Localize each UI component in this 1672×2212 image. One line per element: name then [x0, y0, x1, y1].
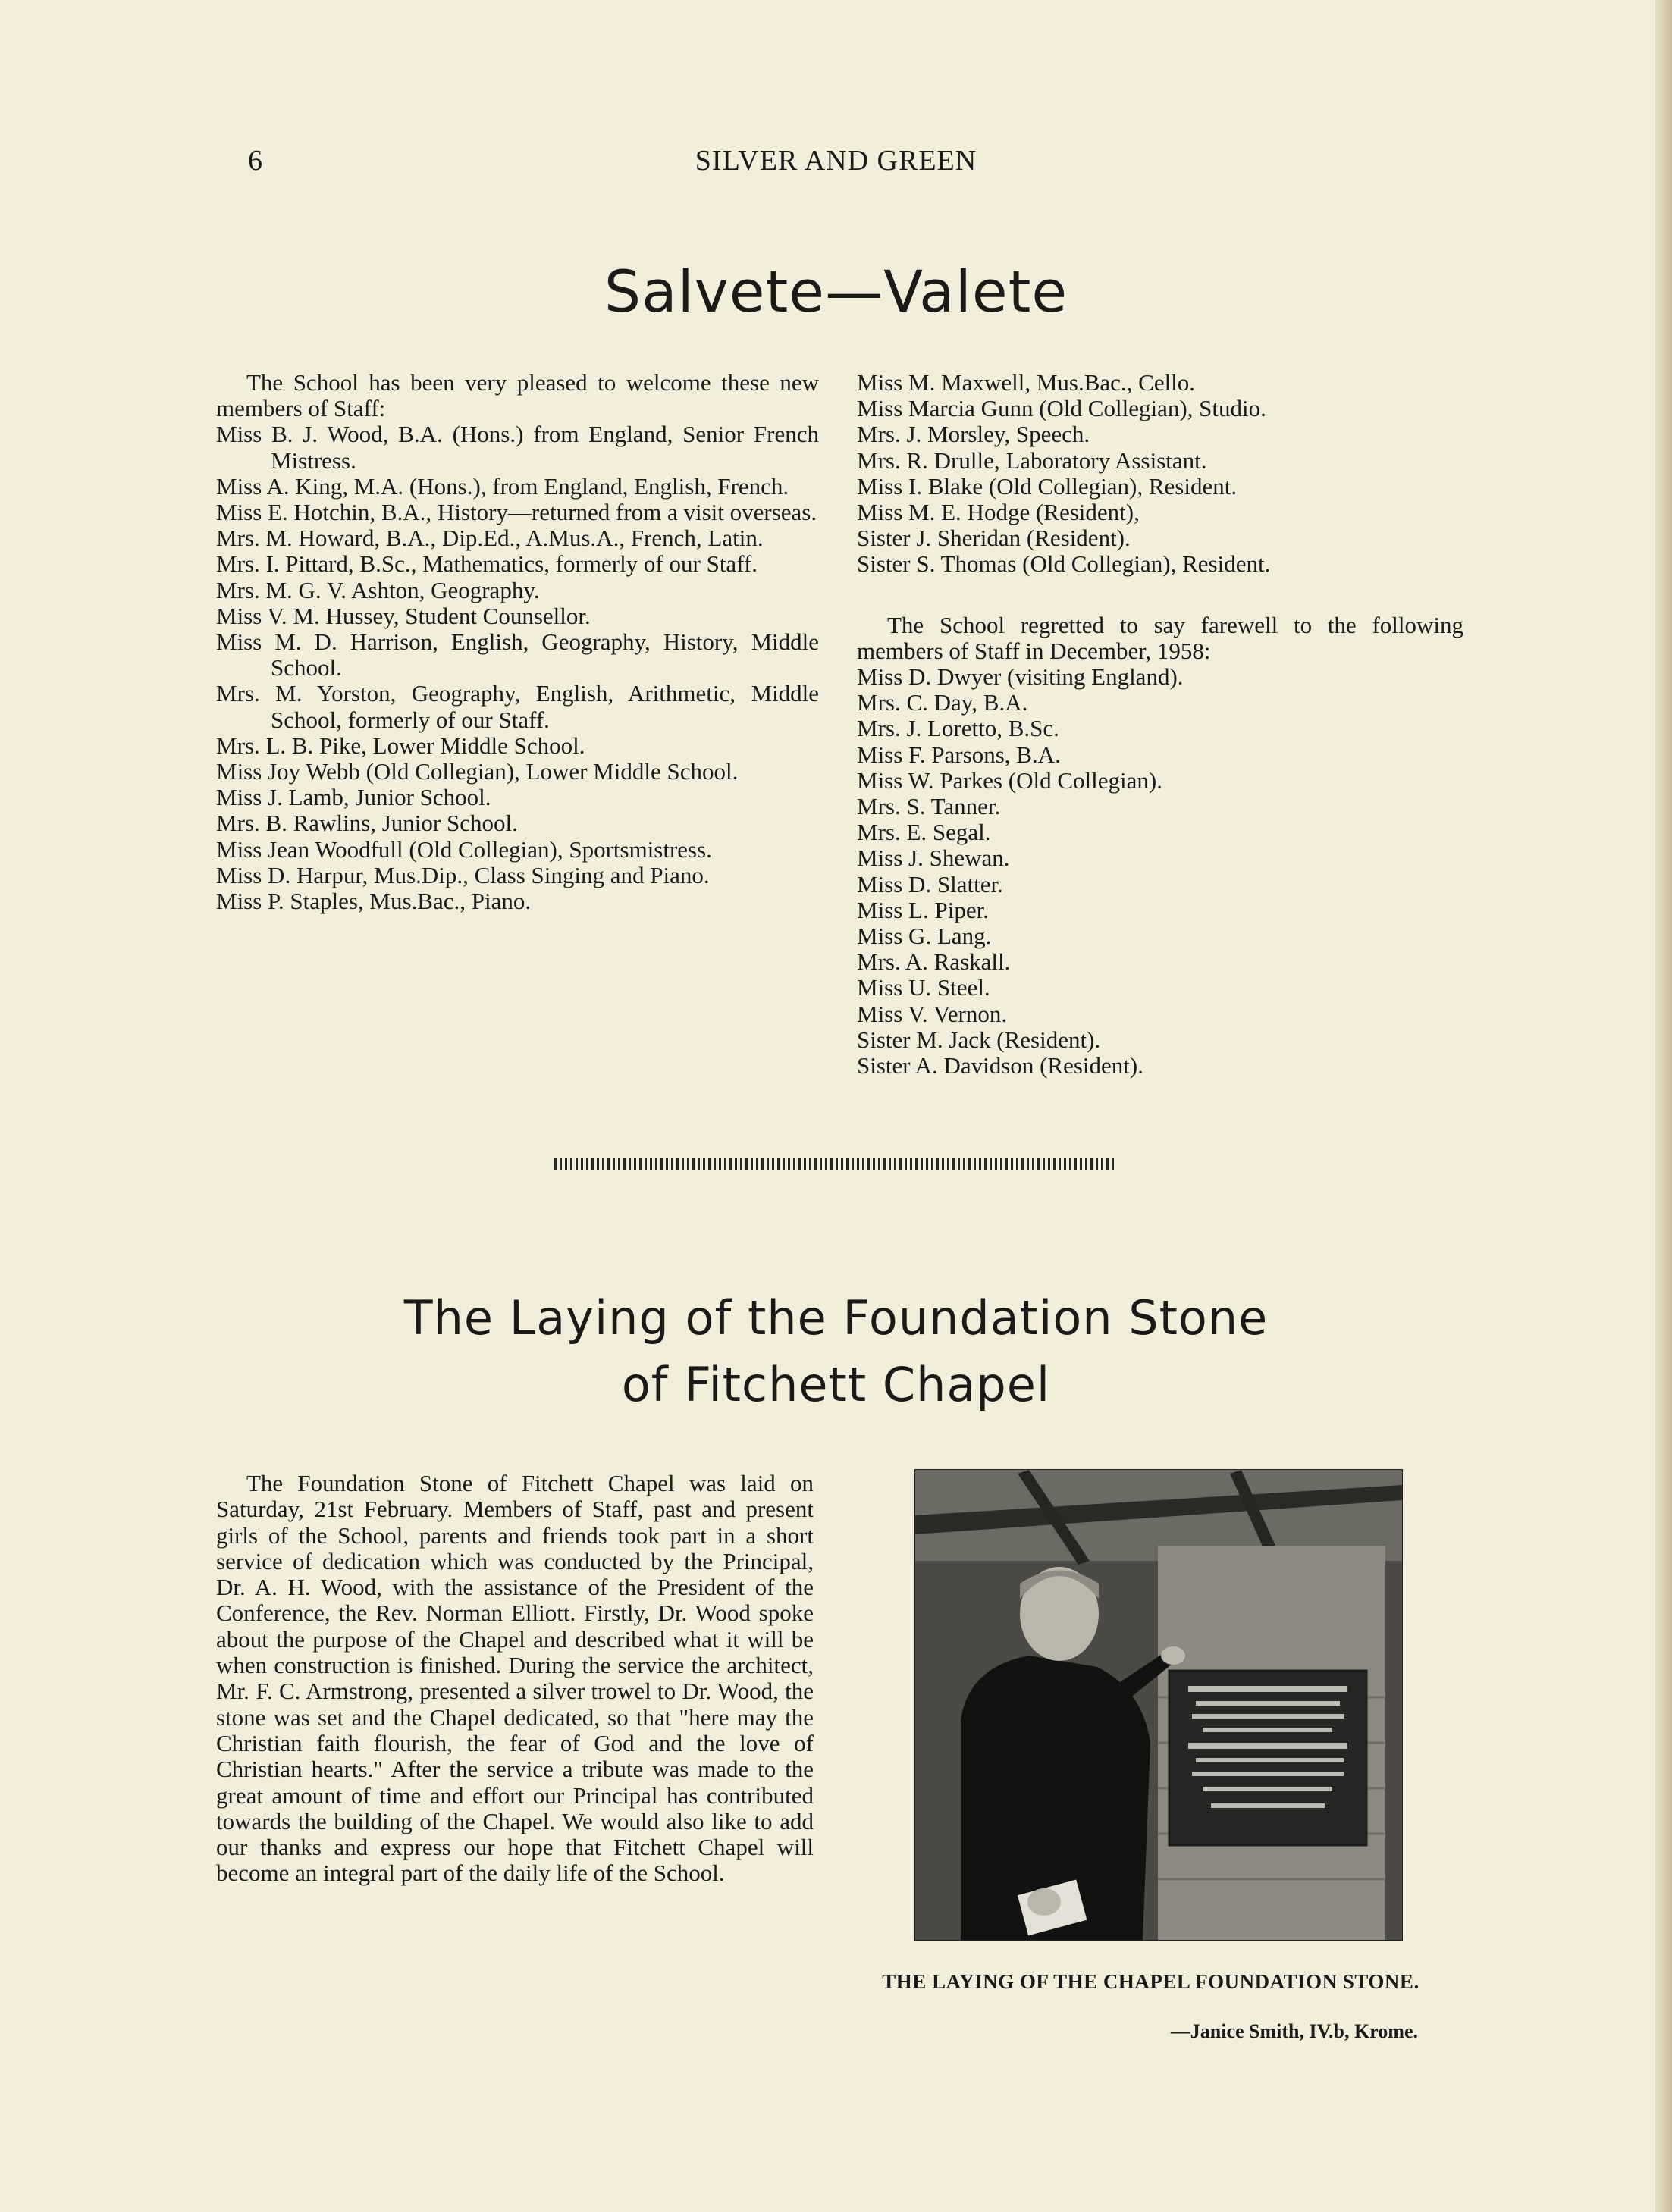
staff-farewell-item: Sister A. Davidson (Resident). — [857, 1052, 1143, 1079]
staff-welcome-item: Miss M. E. Hodge (Resident), — [857, 499, 1140, 526]
staff-welcome-item: Sister J. Sheridan (Resident). — [857, 525, 1131, 552]
staff-farewell-item: Miss L. Piper. — [857, 896, 989, 923]
staff-welcome-item: Miss Jean Woodfull (Old Collegian), Sportsmistress. — [216, 835, 712, 863]
staff-farewell-item: Sister M. Jack (Resident). — [857, 1026, 1101, 1053]
staff-welcome-item: Miss M. D. Harrison, English, Geography, History, Middle School. — [216, 628, 819, 681]
staff-welcome-item: Miss D. Harpur, Mus.Dip., Class Singing and Piano. — [216, 861, 710, 888]
farewell-list — [857, 664, 1463, 1079]
staff-welcome-item: Mrs. B. Rawlins, Junior School. — [216, 810, 518, 837]
salvete-valete-heading: Salvete—Valete — [604, 258, 1068, 325]
staff-welcome-item: Mrs. M. Yorston, Geography, English, Arithmetic, Middle School, formerly of our Staff. — [216, 680, 819, 733]
staff-farewell-item: Miss W. Parkes (Old Collegian). — [857, 766, 1162, 794]
staff-welcome-item: Miss V. M. Hussey, Student Counsellor. — [216, 602, 591, 629]
photo-caption: THE LAYING OF THE CHAPEL FOUNDATION STONE. — [882, 1970, 1419, 1993]
staff-welcome-item: Miss B. J. Wood, B.A. (Hons.) from England, Senior French Mistress. — [216, 421, 819, 474]
welcome-column-right — [857, 370, 1463, 1079]
welcome-intro: The School has been very pleased to welcome these new members of Staff: — [216, 369, 819, 422]
foundation-stone-photo — [914, 1469, 1403, 1941]
staff-farewell-item: Mrs. S. Tanner. — [857, 793, 1001, 820]
chapel-heading — [0, 1285, 1672, 1418]
staff-welcome-item: Miss M. Maxwell, Mus.Bac., Cello. — [857, 369, 1196, 396]
chapel-heading-line2: of Fitchett Chapel — [621, 1357, 1051, 1412]
photo-illustration — [915, 1470, 1402, 1940]
farewell-intro: The School regretted to say farewell to the following members of Staff in December, 1958: — [857, 611, 1463, 664]
welcome-list-left — [216, 421, 819, 914]
journal-title: SILVER AND GREEN — [695, 145, 977, 177]
staff-farewell-item: Miss G. Lang. — [857, 923, 992, 950]
staff-welcome-item: Sister S. Thomas (Old Collegian), Resident. — [857, 550, 1271, 578]
staff-farewell-item: Miss U. Steel. — [857, 974, 990, 1001]
page-number: 6 — [248, 145, 262, 177]
staff-welcome-item: Mrs. I. Pittard, B.Sc., Mathematics, formerly of our Staff. — [216, 550, 758, 578]
staff-welcome-item: Miss Marcia Gunn (Old Collegian), Studio. — [857, 395, 1266, 422]
staff-farewell-item: Miss D. Dwyer (visiting England). — [857, 663, 1184, 691]
photo-credit: —Janice Smith, IV.b, Krome. — [1170, 2020, 1418, 2042]
staff-welcome-item: Miss I. Blake (Old Collegian), Resident. — [857, 472, 1238, 500]
staff-farewell-item: Mrs. C. Day, B.A. — [857, 689, 1028, 716]
staff-farewell-item: Mrs. E. Segal. — [857, 819, 991, 846]
staff-welcome-item: Miss J. Lamb, Junior School. — [216, 784, 491, 811]
staff-welcome-item: Miss A. King, M.A. (Hons.), from England, English, French. — [216, 472, 789, 500]
staff-farewell-item: Mrs. J. Loretto, B.Sc. — [857, 715, 1059, 742]
page-header — [0, 144, 1672, 182]
staff-welcome-item: Miss E. Hotchin, B.A., History—returned from a visit overseas. — [216, 499, 817, 526]
spacer — [857, 578, 1463, 613]
staff-welcome-item: Mrs. R. Drulle, Laboratory Assistant. — [857, 446, 1207, 474]
staff-welcome-item: Mrs. M. G. V. Ashton, Geography. — [216, 576, 540, 603]
staff-farewell-item: Mrs. A. Raskall. — [857, 948, 1011, 976]
staff-welcome-item: Mrs. J. Morsley, Speech. — [857, 421, 1090, 448]
chapel-heading-line1: The Laying of the Foundation Stone — [403, 1290, 1269, 1346]
welcome-column-left — [216, 370, 819, 914]
section-divider — [554, 1158, 1117, 1170]
staff-welcome-item: Miss P. Staples, Mus.Bac., Piano. — [216, 888, 532, 915]
staff-welcome-item: Mrs. M. Howard, B.A., Dip.Ed., A.Mus.A., French, Latin. — [216, 525, 764, 552]
welcome-list-right — [857, 370, 1463, 578]
staff-farewell-item: Miss J. Shewan. — [857, 844, 1010, 872]
staff-farewell-item: Miss V. Vernon. — [857, 1000, 1008, 1027]
staff-farewell-item: Miss D. Slatter. — [857, 870, 1003, 898]
chapel-article-body: The Foundation Stone of Fitchett Chapel was laid on Saturday, 21st February. Members of Staff, past and present girls of the School, parents and friends took part in a short service of dedication which was conducted by the Principal, Dr. A. H. Wood, with the assistance of the President of the Conference, the Rev. Norman Elliott. Firstly, Dr. Wood spoke about the purpose of the Chapel and described what it will be when construction is finished. During the service the architect, Mr. F. C. Armstrong, presented a silver trowel to Dr. Wood, the stone was set and the Chapel dedicated, so that "here may the Christian faith flourish, the fear of God and the love of Christian hearts." After the service a tribute was made to the great amount of time and effort our Principal has contributed towards the building of the Chapel. We would also like to add our thanks and express our hope that Fitchett Chapel will become an integral part of the daily life of the School. — [216, 1470, 814, 1887]
staff-welcome-item: Mrs. L. B. Pike, Lower Middle School. — [216, 732, 585, 759]
page-edge — [1655, 0, 1672, 2212]
staff-farewell-item: Miss F. Parsons, B.A. — [857, 741, 1061, 768]
staff-welcome-item: Miss Joy Webb (Old Collegian), Lower Middle School. — [216, 758, 739, 785]
